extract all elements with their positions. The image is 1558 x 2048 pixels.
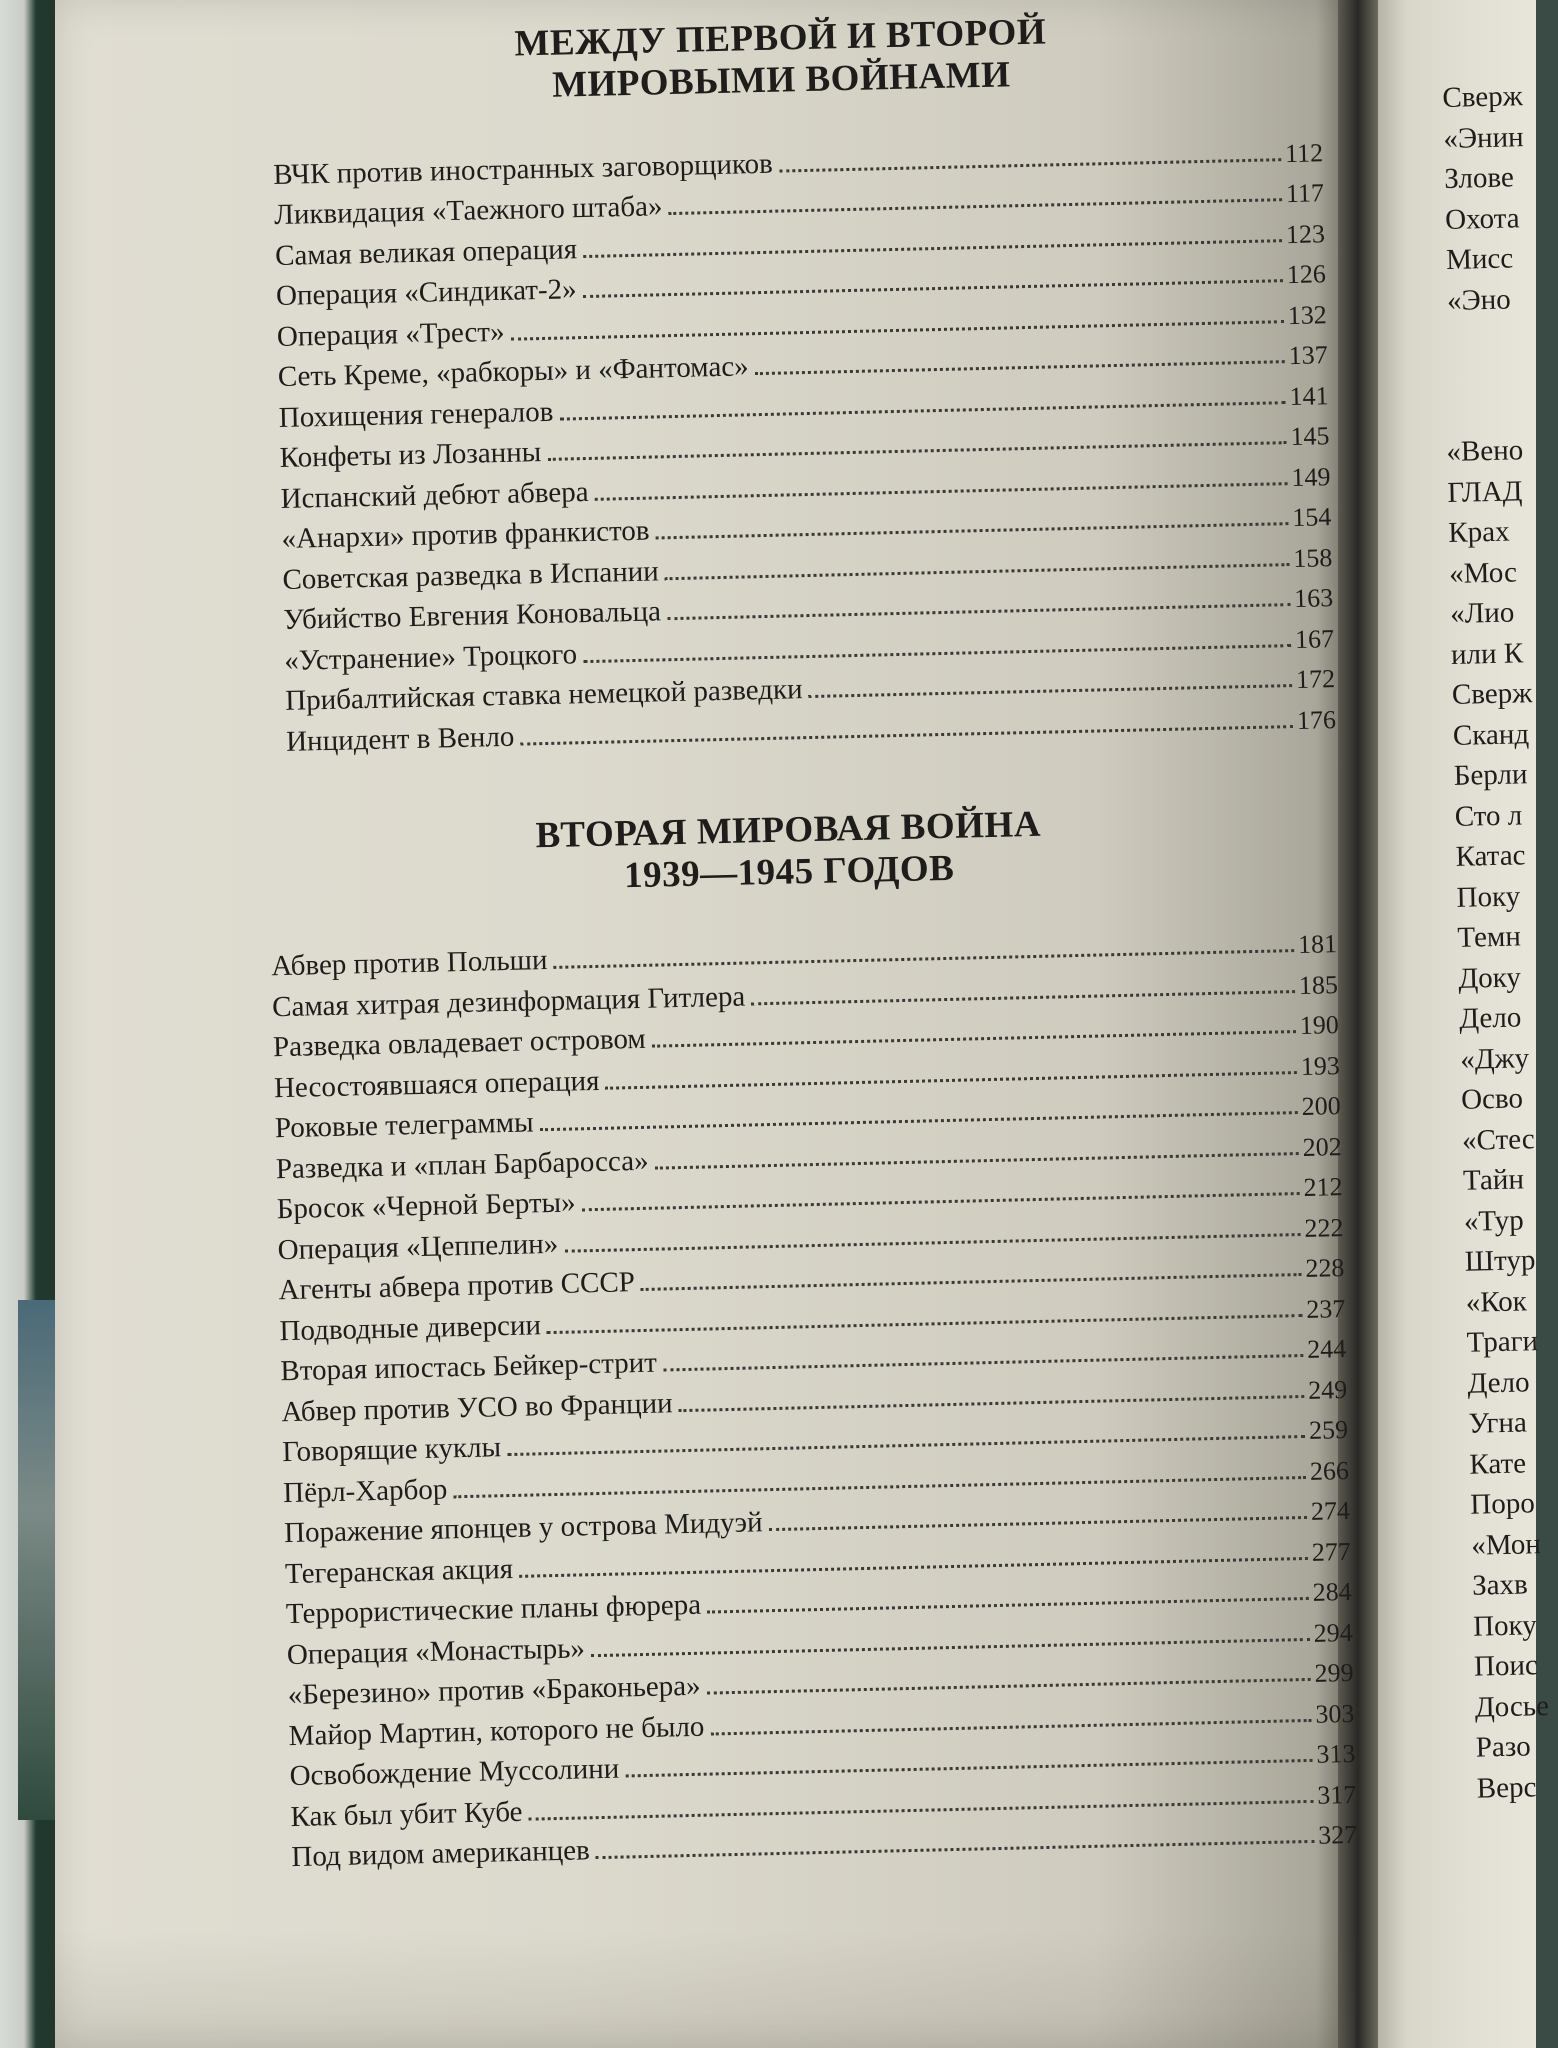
table-of-contents (230, 5, 1362, 1874)
toc-entry-title: «Анархи» против франкистов (281, 514, 650, 555)
toc-entry-title: Террористические планы фюрера (285, 1588, 702, 1631)
toc-entry-title: Абвер против Польши (270, 944, 548, 983)
right-page-toc-fragment: Поис (1473, 1649, 1539, 1683)
toc-entry-page: 249 (1307, 1374, 1348, 1405)
toc-entry-title: Разведка овладевает островом (272, 1022, 647, 1064)
right-page-toc-fragment: Дело (1458, 1001, 1522, 1035)
toc-entry-page: 299 (1314, 1657, 1354, 1688)
right-page-toc-fragment: «Тур (1463, 1203, 1525, 1238)
toc-entry-title: Убийство Евгения Коновальца (283, 595, 662, 636)
right-page-toc-fragment: «Джу (1459, 1041, 1530, 1076)
section-heading-ww2 (328, 799, 1250, 904)
right-page-toc-fragment: или К (1450, 636, 1524, 671)
toc-entry-title: Под видом американцев (291, 1834, 591, 1874)
toc-entry-title: Бросок «Черной Берты» (276, 1186, 576, 1226)
toc-entry-page: 200 (1301, 1091, 1342, 1121)
toc-entry-page: 149 (1291, 461, 1331, 492)
right-page-toc-fragment: Захв (1471, 1568, 1529, 1602)
toc-entry-page: 284 (1312, 1576, 1353, 1607)
toc-entry-page: 158 (1292, 542, 1333, 573)
toc-entry-title: Абвер против УСО во Франции (280, 1386, 673, 1428)
toc-entry-title: Подводные диверсии (279, 1308, 542, 1347)
right-page-toc-fragment: «Эно (1446, 283, 1512, 317)
right-page-toc-fragment: Поро (1469, 1487, 1536, 1521)
toc-entry-title: «Устранение» Троцкого (283, 637, 578, 677)
section-heading-line: МИРОВЫМИ ВОЙНАМИ (551, 54, 1011, 106)
toc-entry-page: 137 (1288, 340, 1328, 371)
toc-entry-title: Операция «Трест» (276, 315, 505, 353)
toc-entry-page: 222 (1304, 1212, 1344, 1243)
right-page-toc-fragment: Траги (1466, 1325, 1539, 1359)
toc-entry-page: 154 (1292, 502, 1332, 533)
toc-entry-title: Ликвидация «Таежного штаба» (273, 190, 663, 232)
toc-entry-title: Операция «Синдикат-2» (275, 273, 577, 313)
toc-entry-title: Операция «Монастырь» (286, 1631, 586, 1671)
right-page-toc-fragment: «Лио (1449, 596, 1515, 630)
toc-entry-page: 313 (1316, 1738, 1356, 1769)
section-heading-line: 1939—1945 ГОДОВ (623, 847, 955, 896)
right-page-toc-fragment: Разо (1475, 1730, 1532, 1764)
toc-entry-page: 190 (1299, 1010, 1340, 1040)
right-page-toc-fragment: Мисс (1445, 242, 1514, 276)
toc-entry-title: Разведка и «план Барбаросса» (275, 1144, 649, 1185)
toc-entry-title: Вторая ипостась Бейкер-стрит (280, 1346, 658, 1388)
right-page-toc-fragment: Охота (1444, 201, 1520, 236)
right-page-toc-top (1442, 76, 1528, 321)
right-page-toc-fragment: Темн (1457, 920, 1522, 954)
toc-entry-page: 172 (1295, 664, 1336, 694)
toc-entry-title: Агенты абвера против СССР (278, 1266, 636, 1307)
right-page-toc-fragment: Штур (1464, 1244, 1536, 1278)
toc-entry-title: Операция «Цеппелин» (277, 1227, 559, 1266)
toc-entry-page: 126 (1286, 259, 1327, 290)
toc-entry-title: Как был убит Кубе (290, 1795, 523, 1833)
book-cover-edge (18, 1300, 58, 1820)
toc-entry-title: Поражение японцев у острова Мидуэй (283, 1506, 763, 1550)
toc-entry-title: Тегеранская акция (284, 1552, 514, 1590)
toc-entry-page: 132 (1287, 299, 1328, 330)
toc-entry-page: 193 (1300, 1050, 1341, 1081)
toc-entry-page: 117 (1285, 178, 1325, 209)
right-page-toc-fragment: «Мон (1470, 1527, 1542, 1562)
right-page-toc-fragment: Дело (1467, 1365, 1530, 1400)
dot-leader (520, 725, 1293, 746)
right-page-toc-fragment: Поку (1456, 879, 1521, 914)
toc-entry-page: 266 (1309, 1455, 1350, 1486)
toc-entry-title: Говорящие куклы (281, 1431, 502, 1469)
section-heading-line: МЕЖДУ ПЕРВОЙ И ВТОРОЙ (514, 11, 1047, 65)
right-page-toc-fragment: Досье (1474, 1689, 1550, 1724)
toc-entry-title: ВЧК против иностранных заговорщиков (272, 147, 774, 191)
right-page-toc-fragment: Сканд (1452, 717, 1530, 752)
right-page-toc-fragment: «Кок (1465, 1284, 1528, 1319)
right-page-toc-fragment: «Мос (1448, 555, 1518, 590)
toc-entry-page: 259 (1308, 1414, 1349, 1445)
page-shadow (55, 1930, 1355, 2048)
right-page-toc-fragment: Катас (1455, 839, 1526, 873)
right-page-toc-fragment: Сто л (1454, 798, 1523, 833)
toc-entry-title: Самая хитрая дезинформация Гитлера (271, 980, 746, 1023)
toc-entry-page: 167 (1294, 623, 1335, 654)
right-page-toc-fragment: Осво (1460, 1082, 1524, 1116)
toc-entry-page: 176 (1296, 704, 1337, 735)
toc-entry-title: Несостоявшаяся операция (273, 1064, 600, 1104)
toc-entry-page: 237 (1305, 1293, 1346, 1324)
toc-entry-title: Советская разведка в Испании (282, 554, 660, 596)
toc-entry-page: 294 (1313, 1617, 1353, 1648)
right-page-toc-fragment: «Вено (1446, 434, 1524, 468)
right-page-toc-fragment: Доку (1458, 960, 1522, 995)
toc-entry-page: 163 (1293, 583, 1334, 613)
right-page-toc-fragment: Сверж (1442, 80, 1524, 114)
toc-entry-page: 181 (1297, 929, 1338, 960)
toc-entry-page: 317 (1316, 1779, 1357, 1810)
toc-entry-page: 274 (1310, 1495, 1351, 1526)
toc-entry-title: Майор Мартин, которого не было (288, 1710, 705, 1752)
right-page-toc-fragment: Крах (1447, 515, 1510, 549)
right-page-toc-fragment: «Стес (1461, 1122, 1536, 1157)
toc-entry-title: Сеть Креме, «рабкоры» и «Фантомас» (277, 350, 749, 393)
toc-entry-title: Испанский дебют абвера (280, 475, 589, 515)
right-page-toc-fragment: Поку (1472, 1608, 1538, 1643)
toc-entry-page: 212 (1303, 1172, 1343, 1202)
toc-entry-page: 112 (1284, 137, 1324, 168)
right-page-toc-fragment: Злове (1443, 161, 1515, 195)
right-page-toc-fragment: Берли (1453, 758, 1528, 792)
right-page-toc-fragment: Тайн (1462, 1163, 1525, 1197)
toc-entry-title: Самая великая операция (274, 232, 578, 272)
toc-list-ww2 (271, 919, 1358, 1874)
right-page-toc-fragment: Угна (1468, 1406, 1528, 1440)
toc-entry-page: 228 (1305, 1253, 1345, 1283)
toc-entry-page: 244 (1306, 1334, 1347, 1364)
toc-entry-title: Инцидент в Венло (285, 720, 515, 758)
toc-entry-page: 202 (1302, 1131, 1342, 1162)
toc-entry-title: Конфеты из Лозанны (279, 436, 542, 474)
toc-entry-page: 185 (1298, 969, 1339, 1000)
toc-entry-page: 303 (1315, 1698, 1355, 1729)
right-page-toc-fragment: Верс (1476, 1770, 1537, 1805)
toc-entry-title: Освобождение Муссолини (289, 1752, 620, 1793)
right-page-toc-fragment: Сверж (1451, 677, 1533, 711)
toc-entry-page: 141 (1289, 380, 1329, 411)
right-page-toc-fragment: Кате (1469, 1446, 1527, 1481)
toc-entry-page: 123 (1285, 218, 1326, 249)
toc-entry-title: Прибалтийская ставка немецкой разведки (284, 673, 803, 717)
toc-entry-page: 277 (1311, 1536, 1352, 1567)
right-page-toc-fragment: «Энин (1443, 120, 1524, 155)
right-page-toc-fragment: ГЛАД (1447, 474, 1523, 509)
toc-entry-page: 145 (1290, 421, 1330, 452)
section-heading-line: ВТОРАЯ МИРОВАЯ ВОЙНА (535, 803, 1042, 856)
toc-entry-title: Похищения генералов (278, 395, 554, 434)
toc-entry-page: 327 (1317, 1819, 1358, 1850)
toc-list-interwar (273, 127, 1337, 758)
toc-entry-title: «Березино» против «Браконьера» (287, 1669, 701, 1712)
toc-entry-title: Пёрл-Харбор (282, 1472, 448, 1509)
toc-entry-title: Роковые телеграммы (274, 1106, 534, 1145)
